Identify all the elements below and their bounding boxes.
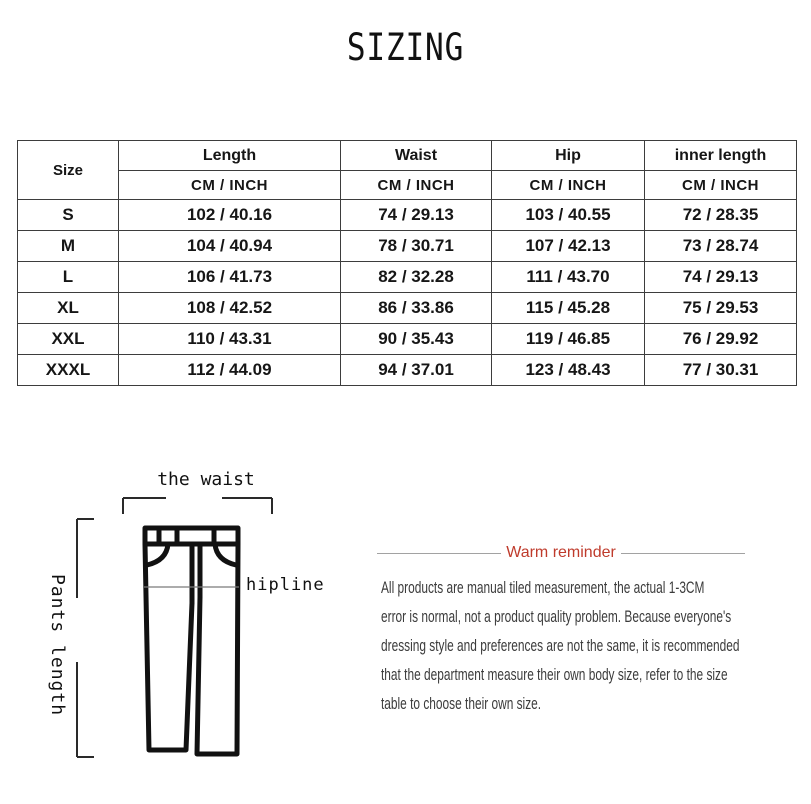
table-row xyxy=(18,200,797,231)
reminder-text-line: error is normal, not a product quality problem. Because everyone's xyxy=(381,607,732,626)
inner-length-cell: 77 / 30.31 xyxy=(645,355,797,386)
size-cell: XXXL xyxy=(18,355,119,386)
hip-unit-header: CM / INCH xyxy=(492,171,645,200)
waist-unit-header: CM / INCH xyxy=(341,171,492,200)
length-cell: 112 / 44.09 xyxy=(119,355,341,386)
warm-reminder-title: Warm reminder xyxy=(506,544,616,561)
length-cell: 106 / 41.73 xyxy=(119,262,341,293)
length-cell: 104 / 40.94 xyxy=(119,231,341,262)
warm-reminder-text xyxy=(377,573,745,718)
size-cell: M xyxy=(18,231,119,262)
waist-bracket-icon xyxy=(122,496,274,516)
length-column-header: Length xyxy=(119,141,341,171)
hip-cell: 119 / 46.85 xyxy=(492,324,645,355)
hip-cell: 111 / 43.70 xyxy=(492,262,645,293)
divider-line-left xyxy=(377,553,501,554)
hip-cell: 103 / 40.55 xyxy=(492,200,645,231)
inner-length-cell: 73 / 28.74 xyxy=(645,231,797,262)
length-cell: 102 / 40.16 xyxy=(119,200,341,231)
inner-length-cell: 72 / 28.35 xyxy=(645,200,797,231)
waist-cell: 90 / 35.43 xyxy=(341,324,492,355)
size-cell: XXL xyxy=(18,324,119,355)
size-cell: XL xyxy=(18,293,119,324)
inner-length-cell: 76 / 29.92 xyxy=(645,324,797,355)
page-title: SIZING xyxy=(346,26,465,69)
table-row xyxy=(18,355,797,386)
hipline-label: hipline xyxy=(246,575,325,595)
divider-line-right xyxy=(621,553,745,554)
table-row xyxy=(18,262,797,293)
table-row xyxy=(18,293,797,324)
table-header-row xyxy=(18,141,797,171)
length-unit-header: CM / INCH xyxy=(119,171,341,200)
size-cell: S xyxy=(18,200,119,231)
reminder-text-line: dressing style and preferences are not the same, it is recommended xyxy=(381,636,740,655)
size-cell: L xyxy=(18,262,119,293)
pants-length-bracket-icon xyxy=(75,517,97,759)
hip-cell: 123 / 48.43 xyxy=(492,355,645,386)
length-cell: 108 / 42.52 xyxy=(119,293,341,324)
pants-length-label: Pants length xyxy=(47,574,68,717)
reminder-text-line: table to choose their own size. xyxy=(381,694,542,713)
warm-reminder-section xyxy=(377,544,745,718)
inner-length-unit-header: CM / INCH xyxy=(645,171,797,200)
inner-length-cell: 74 / 29.13 xyxy=(645,262,797,293)
waist-measure-label: the waist xyxy=(157,469,255,490)
waist-cell: 82 / 32.28 xyxy=(341,262,492,293)
table-row xyxy=(18,231,797,262)
waist-cell: 86 / 33.86 xyxy=(341,293,492,324)
hip-column-header: Hip xyxy=(492,141,645,171)
size-column-header: Size xyxy=(18,141,119,200)
hip-cell: 107 / 42.13 xyxy=(492,231,645,262)
reminder-text-line: All products are manual tiled measurement, the actual 1-3CM xyxy=(381,578,705,597)
table-unit-row xyxy=(18,171,797,200)
waist-cell: 74 / 29.13 xyxy=(341,200,492,231)
length-cell: 110 / 43.31 xyxy=(119,324,341,355)
table-row xyxy=(18,324,797,355)
waist-cell: 78 / 30.71 xyxy=(341,231,492,262)
pants-outline-icon xyxy=(141,524,242,757)
warm-reminder-header xyxy=(377,544,745,562)
hip-cell: 115 / 45.28 xyxy=(492,293,645,324)
waist-column-header: Waist xyxy=(341,141,492,171)
size-chart-table xyxy=(17,140,797,386)
waist-cell: 94 / 37.01 xyxy=(341,355,492,386)
inner-length-column-header: inner length xyxy=(645,141,797,171)
reminder-text-line: that the department measure their own body size, refer to the size xyxy=(381,665,728,684)
inner-length-cell: 75 / 29.53 xyxy=(645,293,797,324)
